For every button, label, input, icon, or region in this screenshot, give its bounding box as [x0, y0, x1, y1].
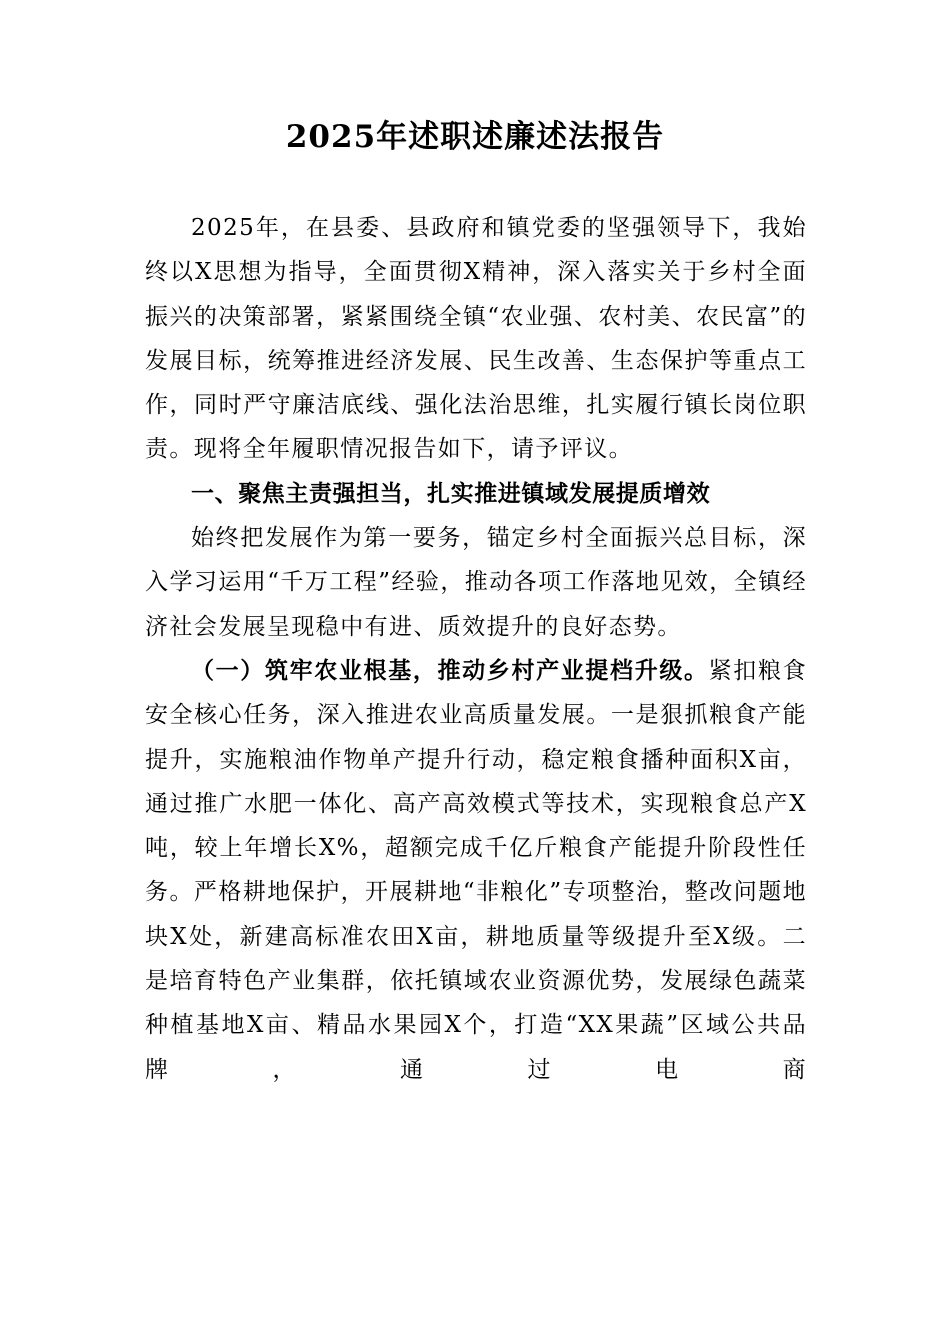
intro-paragraph: 2025年，在县委、县政府和镇党委的坚强领导下，我始终以X思想为指导，全面贯彻X精神，深入落实关于乡村全面振兴的决策部署，紧紧围绕全镇“农业强、农村美、农民富”的发展目标，统筹推进经济发展、民生改善、生态保护等重点工作，同时严守廉洁底线、强化法治思维，扎实履行镇长岗位职责。现将全年履职情况报告如下，请予评议。 [145, 215, 807, 463]
subsection-1-body: 紧扣粮食安全核心任务，深入推进农业高质量发展。一是狠抓粮食产能提升，实施粮油作物单产提升行动，稳定粮食播种面积X亩，通过推广水肥一体化、高产高效模式等技术，实现粮食总产X吨，较上年增长X%，超额完成千亿斤粮食产能提升阶段性任务。严格耕地保护，开展耕地“非粮化”专项整治，整改问题地块X处，新建高标准农田X亩，耕地质量等级提升至X级。二是培育特色产业集群，依托镇域农业资源优势，发展绿色蔬菜种植基地X亩、精品水果园X个，打造“XX果蔬”区域公共品牌，通过电商 [145, 657, 808, 1083]
document-body [145, 206, 807, 1092]
section-1-paragraph: 始终把发展作为第一要务，锚定乡村全面振兴总目标，深入学习运用“千万工程”经验，推动各项工作落地见效，全镇经济社会发展呈现稳中有进、质效提升的良好态势。 [145, 525, 807, 640]
document-title: 2025年述职述廉述法报告 [285, 119, 665, 155]
subsection-1-paragraph [145, 649, 807, 1092]
section-heading-1: 一、聚焦主责强担当，扎实推进镇域发展提质增效 [191, 480, 711, 507]
subsection-heading-1: （一）筑牢农业根基，推动乡村产业提档升级。 [191, 656, 709, 684]
